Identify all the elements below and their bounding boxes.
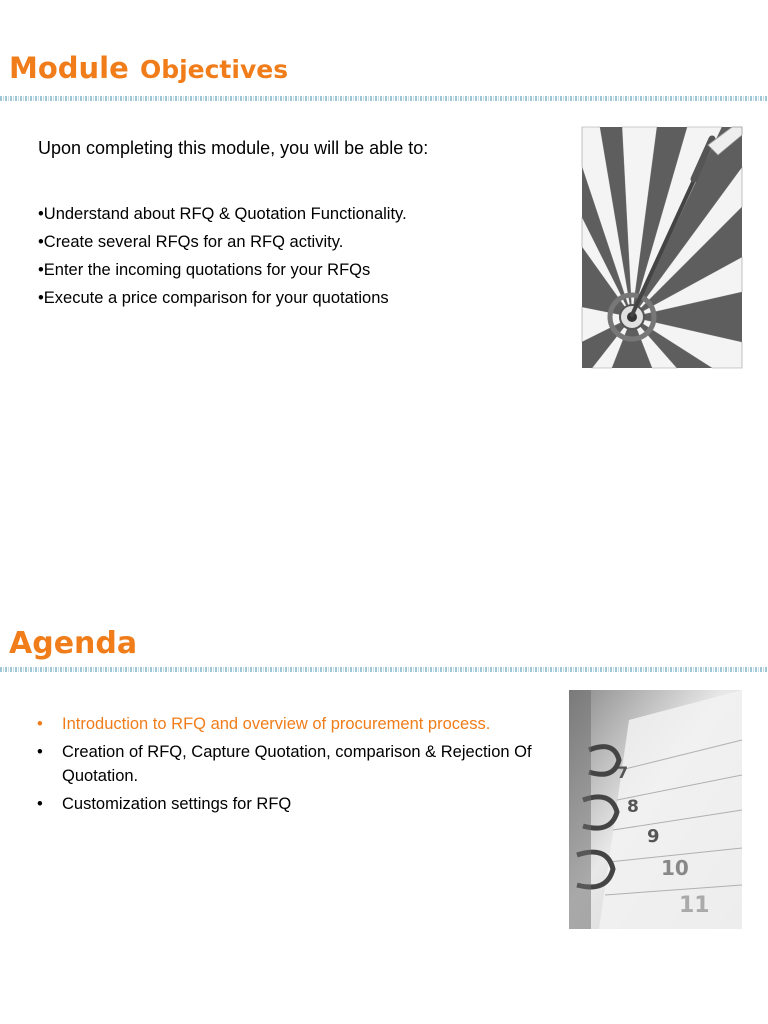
calendar-number: 7 bbox=[617, 763, 629, 782]
calendar-icon bbox=[569, 690, 742, 929]
decorative-code-line bbox=[0, 96, 768, 101]
objective-item: •Create several RFQs for an RFQ activity. bbox=[38, 233, 344, 251]
objectives-list bbox=[38, 200, 407, 312]
agenda-item bbox=[37, 792, 582, 816]
dartboard-photo bbox=[582, 127, 742, 368]
objective-item: •Execute a price comparison for your quotations bbox=[38, 289, 389, 307]
title-word-module: Module bbox=[9, 51, 129, 85]
agenda-list bbox=[37, 712, 582, 820]
slide-title: Agenda bbox=[9, 626, 138, 661]
calendar-number: 9 bbox=[647, 826, 660, 847]
title-word-objectives: Objectives bbox=[139, 55, 289, 84]
agenda-item-text: Creation of RFQ, Capture Quotation, comparison & Rejection Of Quotation. bbox=[62, 743, 532, 785]
agenda-item bbox=[37, 712, 582, 736]
slide-title bbox=[9, 48, 288, 86]
calendar-number: 8 bbox=[627, 797, 639, 817]
bullet-marker: • bbox=[37, 795, 43, 813]
bullet-marker: • bbox=[37, 743, 43, 761]
decorative-code-line bbox=[0, 667, 768, 672]
agenda-item bbox=[37, 740, 582, 788]
dartboard-icon bbox=[582, 127, 742, 368]
intro-text: Upon completing this module, you will be able to: bbox=[38, 138, 429, 158]
slide-agenda bbox=[0, 512, 768, 1024]
calendar-number: 11 bbox=[679, 893, 710, 918]
objective-item: •Understand about RFQ & Quotation Functionality. bbox=[38, 205, 407, 223]
calendar-photo bbox=[569, 690, 742, 929]
calendar-number: 10 bbox=[661, 856, 689, 880]
agenda-item-text: Customization settings for RFQ bbox=[62, 795, 292, 813]
objective-item: •Enter the incoming quotations for your RFQs bbox=[38, 261, 371, 279]
agenda-item-text: Introduction to RFQ and overview of procurement process. bbox=[62, 715, 491, 733]
bullet-marker: • bbox=[37, 715, 43, 733]
